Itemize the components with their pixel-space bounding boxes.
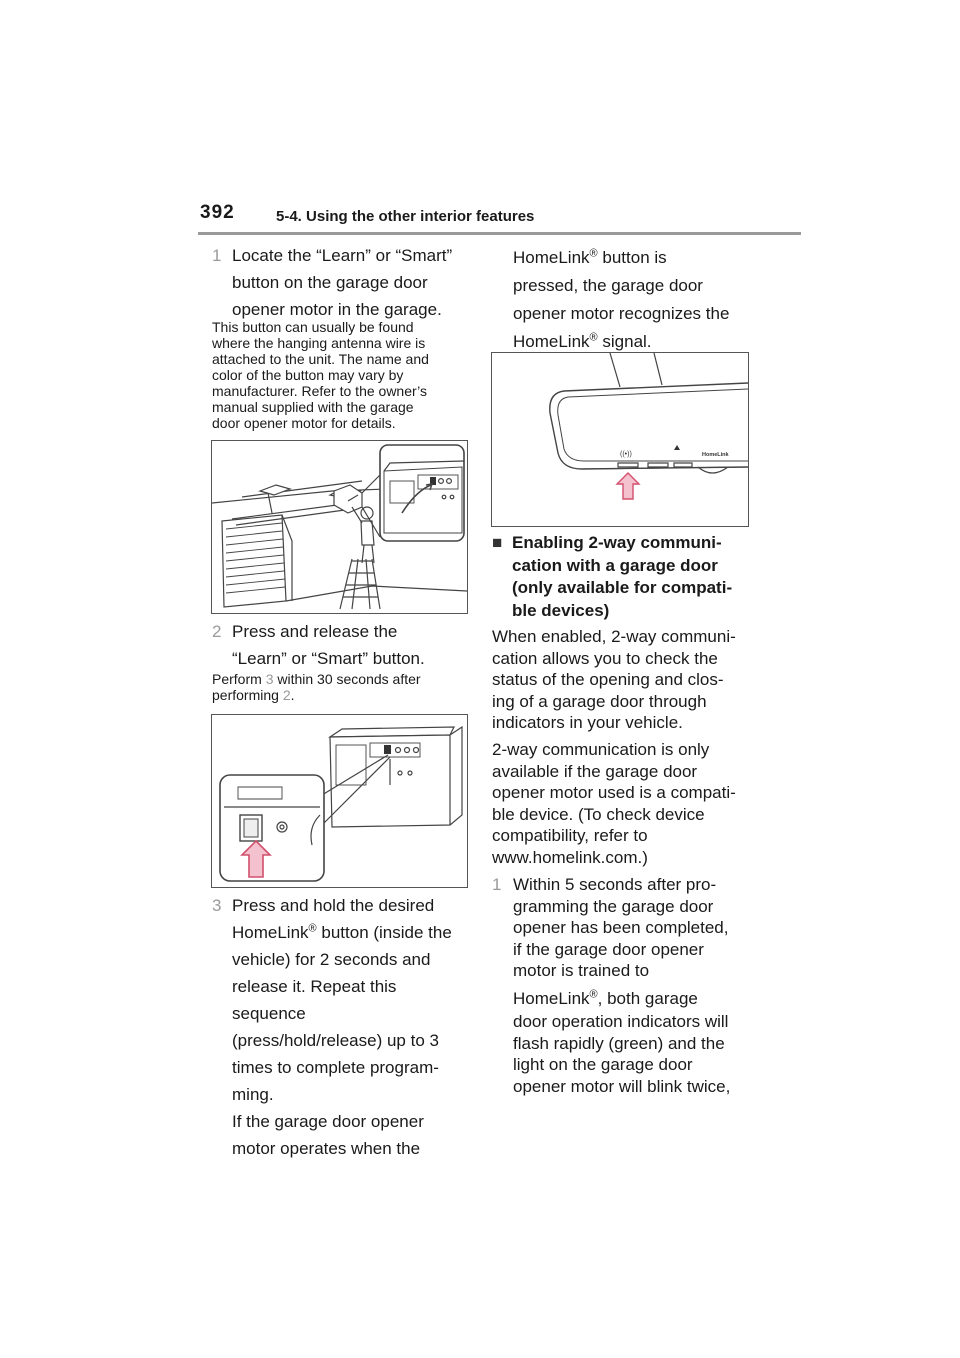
bullet-icon: ■ <box>492 533 503 552</box>
step-number: 1 <box>492 875 502 894</box>
step-1-note: This button can usually be found where the hanging antenna wire is attached to the unit. The name and color of the button may vary by manufacturer. Refer to the owner’s manual supplied with the garage door opener motor for details. <box>212 319 429 431</box>
step-ref: 3 <box>265 671 274 687</box>
section-title: 5-4. Using the other interior features <box>276 208 535 225</box>
opener-button-illustration <box>211 714 468 888</box>
step-ref: 2 <box>282 687 291 703</box>
step-text: Locate the “Learn” or “Smart” button on the garage door opener motor in the garage. <box>232 246 453 319</box>
step-text: Press and release the “Learn” or “Smart” button. <box>232 622 425 668</box>
header-rule <box>198 232 801 235</box>
step-3-continued: HomeLink® button is pressed, the garage door opener motor recognizes the HomeLink® signal. <box>513 247 730 351</box>
paragraph-2: 2-way communication is only available if the garage door opener motor used is a compati- ble device. (To check device compatibility, refer to www.homelink.com.) <box>492 740 736 867</box>
step-number: 1 <box>212 246 222 265</box>
step-2-note: Perform 3 within 30 seconds after performing 2. <box>212 671 421 703</box>
garage-illustration <box>211 440 468 614</box>
svg-text:((•)): ((•)) <box>620 451 632 458</box>
paragraph-1: When enabled, 2-way communi- cation allows you to check the status of the opening and clos- ing of a garage door through indicators in your vehicle. <box>492 627 736 732</box>
step-text: Press and hold the desired HomeLink® button (inside the vehicle) for 2 seconds and release it. Repeat this sequence (press/hold/release) up to 3 times to complete program- ming. If the garage door opener motor operates when the <box>232 896 452 1158</box>
homelink-logo-text: HomeLink <box>702 452 729 458</box>
step-number: 2 <box>212 622 222 641</box>
mirror-illustration <box>491 352 749 527</box>
step-number: 3 <box>212 896 222 915</box>
page-number: 392 <box>200 202 235 223</box>
